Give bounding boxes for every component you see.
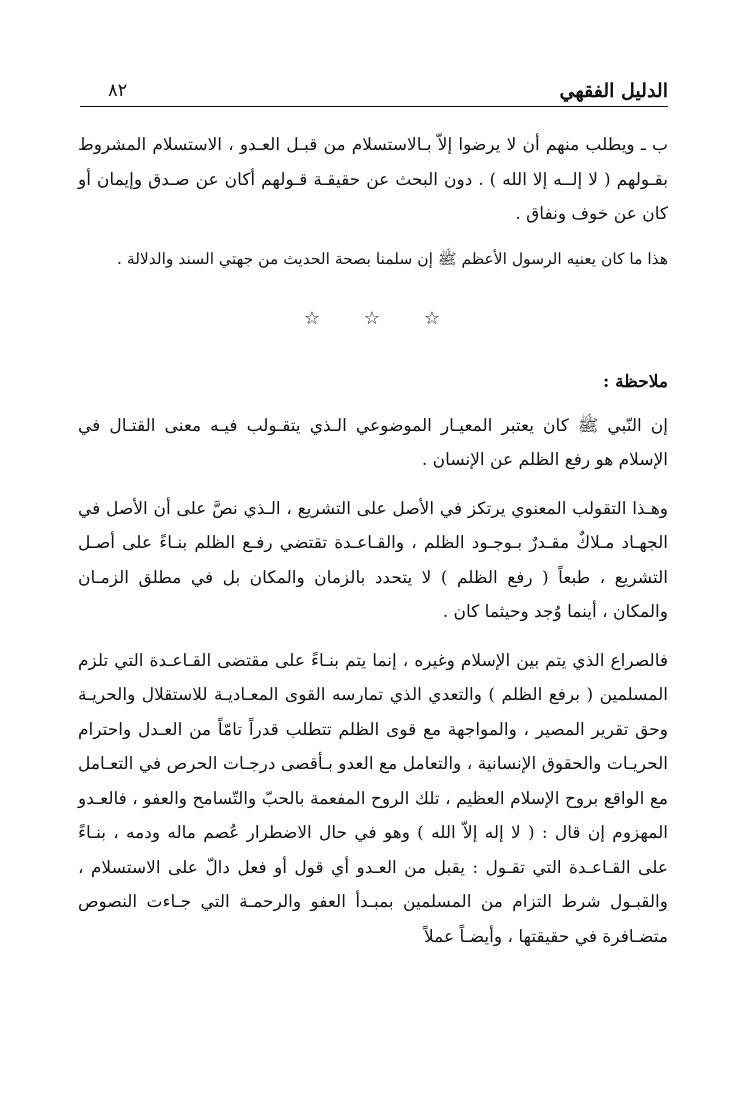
page-content bbox=[78, 128, 668, 954]
header-divider bbox=[80, 106, 668, 107]
star-icon: ☆ bbox=[423, 307, 440, 329]
star-icon: ☆ bbox=[303, 307, 320, 329]
closing-note: هذا ما كان يعنيه الرسول الأعظم ﷺ إن سلمنا بصحة الحديث من جهتي السند والدلالة . bbox=[117, 249, 668, 268]
paragraph-1: إن النّبي ﷺ كان يعتبر المعيـار الموضوعي الـذي يتقـولب فيـه معنى القتـال في الإسلام هو رفع الظلم عن الإنسان . bbox=[78, 415, 668, 470]
paragraph-3: فالصراع الذي يتم بين الإسلام وغيره ، إنما يتم بنـاءً على مقتضى القـاعـدة التي تلزم المسلمين ( برفع الظلم ) والتعدي الذي تمارسه القوى المعـاديـة للاستقلال والحريـة وحق تقرير المصير ، والمواجهة مع قوى الظلم تتطلب قدراً تامّاً من العـدل واحترام الحريـات والحقوق الإنسانية ، والتعامل مع العدو بـأقصى درجـات الحرص في التعـامل مع الواقع بروح الإسلام العظيم ، تلك الروح المفعمة بالحبّ والتّسامح والعفو ، فالعـدو المهزوم إن قال : ( لا إله إلاّ الله ) وهو في حال الاضطرار عُصم ماله ودمه ، بنـاءً على القـاعـدة التي تقـول : يقبل من العـدو أي قول أو فعل دالّ على الاستسلام ، والقبـول شرط التزام من المسلمين بمبـدأ العفو والرحمـة التي جـاءت النصوص متضـافرة في حقيقتها ، وأيضـاً عملاً bbox=[78, 650, 669, 947]
remark-heading: ملاحظة : bbox=[602, 371, 668, 392]
page-header bbox=[80, 78, 668, 104]
star-icon: ☆ bbox=[363, 307, 380, 329]
section-separator bbox=[78, 308, 668, 329]
page-number: ٨٢ bbox=[108, 80, 128, 101]
paragraph-b: ب ـ ويطلب منهم أن لا يرضوا إلاّ بـالاستسلام من قبـل العـدو ، الاستسلام المشروط بقـولهم ( لا إلــه إلا الله ) . دون البحث عن حقيقـة قـولهم أكان عن صـدق وإيمان أو كان عن خوف ونفاق . bbox=[78, 135, 668, 224]
paragraph-2: وهـذا التقولب المعنوي يرتكز في الأصل على التشريع ، الـذي نصَّ على أن الأصل في الجهـاد مـلاكٌ مقـدرٌ بـوجـود الظلم ، والقـاعـدة تقتضي رفـع الظلم بنـاءً على أصـل التشريع ، طبعاً ( رفع الظلم ) لا يتحدد بالزمان والمكان بل في مطلق الزمـان والمكان ، أينما وُجد وحيثما كان . bbox=[78, 498, 668, 622]
running-title: الدليل الفقهي bbox=[559, 80, 668, 102]
